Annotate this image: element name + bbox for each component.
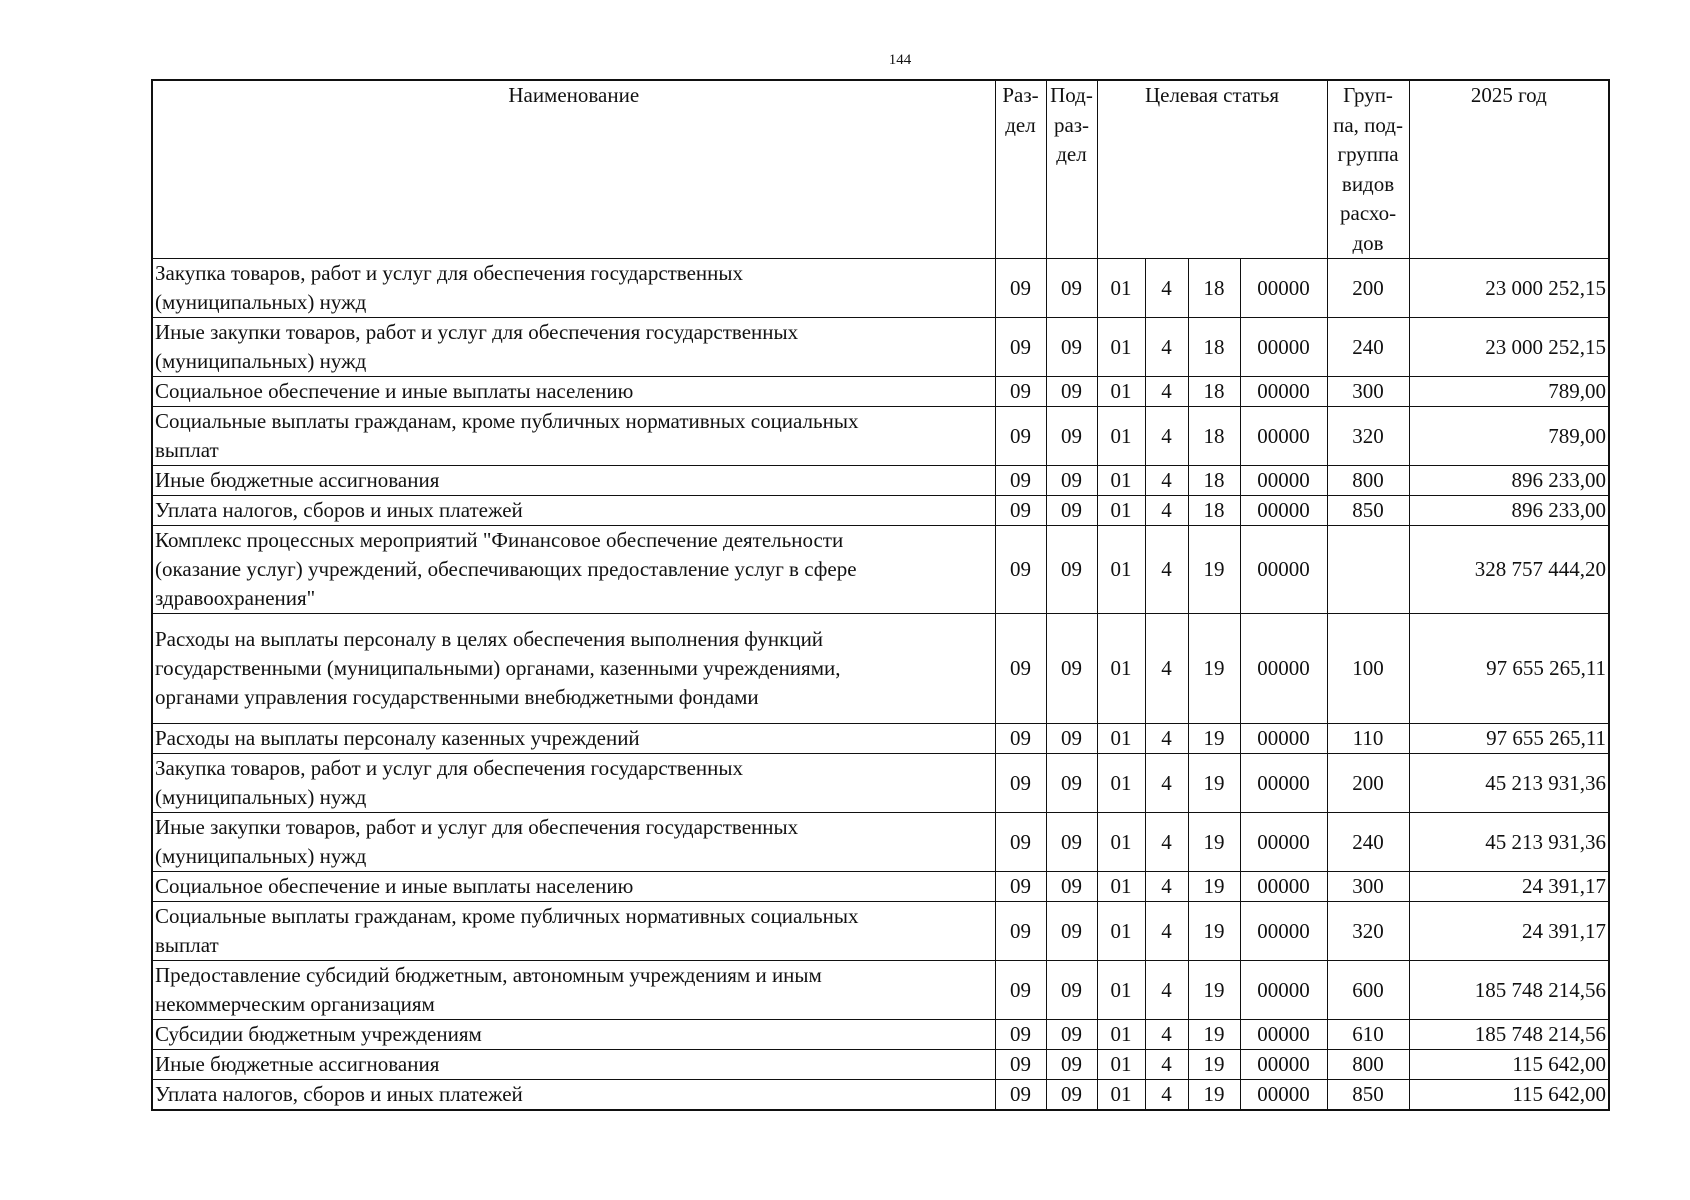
expense-group-cell: 200 bbox=[1327, 259, 1409, 318]
measure-cell: 19 bbox=[1188, 961, 1240, 1020]
section-cell: 09 bbox=[995, 614, 1046, 724]
section-cell: 09 bbox=[995, 724, 1046, 754]
subsection-cell: 09 bbox=[1046, 724, 1097, 754]
row-name-line: Комплекс процессных мероприятий "Финансовое обеспечение деятельности bbox=[155, 528, 844, 552]
expense-group-cell: 600 bbox=[1327, 961, 1409, 1020]
table-row bbox=[152, 902, 1609, 961]
subsection-cell: 09 bbox=[1046, 614, 1097, 724]
row-name-line: (оказание услуг) учреждений, обеспечивающих предоставление услуг в сфере bbox=[155, 557, 857, 581]
program-cell: 01 bbox=[1097, 1080, 1145, 1111]
expense-group-cell: 110 bbox=[1327, 724, 1409, 754]
header-expense-group-line: расхо- bbox=[1340, 201, 1397, 225]
direction-cell: 00000 bbox=[1240, 1020, 1327, 1050]
subsection-cell: 09 bbox=[1046, 407, 1097, 466]
row-name-line: Иные бюджетные ассигнования bbox=[155, 1052, 440, 1076]
subsection-cell: 09 bbox=[1046, 496, 1097, 526]
program-cell: 01 bbox=[1097, 1050, 1145, 1080]
row-name-line: Иные бюджетные ассигнования bbox=[155, 468, 440, 492]
row-name bbox=[152, 466, 995, 496]
header-expense-group-line: группа bbox=[1337, 142, 1399, 166]
program-cell: 01 bbox=[1097, 259, 1145, 318]
type-cell: 4 bbox=[1145, 1050, 1188, 1080]
row-name-line: Социальное обеспечение и иные выплаты населению bbox=[155, 379, 634, 403]
header-expense-group-line: Груп- bbox=[1343, 83, 1393, 107]
header-subsection-line: Под- bbox=[1050, 83, 1093, 107]
type-cell: 4 bbox=[1145, 259, 1188, 318]
measure-cell: 19 bbox=[1188, 1020, 1240, 1050]
row-name-line: Закупка товаров, работ и услуг для обеспечения государственных bbox=[155, 756, 744, 780]
amount-cell: 97 655 265,11 bbox=[1409, 614, 1609, 724]
expense-group-cell: 800 bbox=[1327, 1050, 1409, 1080]
measure-cell: 18 bbox=[1188, 496, 1240, 526]
section-cell: 09 bbox=[995, 466, 1046, 496]
program-cell: 01 bbox=[1097, 318, 1145, 377]
header-subsection bbox=[1046, 80, 1097, 259]
type-cell: 4 bbox=[1145, 1020, 1188, 1050]
subsection-cell: 09 bbox=[1046, 318, 1097, 377]
section-cell: 09 bbox=[995, 377, 1046, 407]
type-cell: 4 bbox=[1145, 813, 1188, 872]
table-row bbox=[152, 466, 1609, 496]
amount-cell: 45 213 931,36 bbox=[1409, 813, 1609, 872]
direction-cell: 00000 bbox=[1240, 526, 1327, 614]
table-row bbox=[152, 1050, 1609, 1080]
row-name-line: органами управления государственными внебюджетными фондами bbox=[155, 685, 759, 709]
header-expense-group-line: видов bbox=[1341, 171, 1395, 196]
section-cell: 09 bbox=[995, 902, 1046, 961]
expense-group-cell: 610 bbox=[1327, 1020, 1409, 1050]
expense-group-cell: 240 bbox=[1327, 813, 1409, 872]
table-row bbox=[152, 496, 1609, 526]
program-cell: 01 bbox=[1097, 724, 1145, 754]
section-cell: 09 bbox=[995, 1020, 1046, 1050]
type-cell: 4 bbox=[1145, 902, 1188, 961]
row-name-line: Закупка товаров, работ и услуг для обеспечения государственных bbox=[155, 261, 744, 285]
header-expense-group bbox=[1327, 80, 1409, 259]
expense-group-cell: 240 bbox=[1327, 318, 1409, 377]
amount-cell: 789,00 bbox=[1409, 407, 1609, 466]
header-subsection-line: раз- bbox=[1053, 112, 1090, 137]
measure-cell: 18 bbox=[1188, 377, 1240, 407]
row-name bbox=[152, 259, 995, 318]
section-cell: 09 bbox=[995, 407, 1046, 466]
amount-cell: 185 748 214,56 bbox=[1409, 1020, 1609, 1050]
expense-group-cell: 100 bbox=[1327, 614, 1409, 724]
section-cell: 09 bbox=[995, 1050, 1046, 1080]
subsection-cell: 09 bbox=[1046, 813, 1097, 872]
subsection-cell: 09 bbox=[1046, 377, 1097, 407]
row-name-line: Социальное обеспечение и иные выплаты населению bbox=[155, 874, 634, 898]
measure-cell: 19 bbox=[1188, 526, 1240, 614]
row-name-line: Расходы на выплаты персоналу в целях обеспечения выполнения функций bbox=[155, 627, 824, 651]
amount-cell: 24 391,17 bbox=[1409, 902, 1609, 961]
type-cell: 4 bbox=[1145, 466, 1188, 496]
row-name bbox=[152, 1020, 995, 1050]
measure-cell: 18 bbox=[1188, 259, 1240, 318]
program-cell: 01 bbox=[1097, 526, 1145, 614]
expense-group-cell: 200 bbox=[1327, 754, 1409, 813]
table-row bbox=[152, 1020, 1609, 1050]
measure-cell: 19 bbox=[1188, 614, 1240, 724]
section-cell: 09 bbox=[995, 259, 1046, 318]
measure-cell: 18 bbox=[1188, 466, 1240, 496]
expense-group-cell: 300 bbox=[1327, 377, 1409, 407]
row-name bbox=[152, 318, 995, 377]
type-cell: 4 bbox=[1145, 526, 1188, 614]
direction-cell: 00000 bbox=[1240, 377, 1327, 407]
program-cell: 01 bbox=[1097, 754, 1145, 813]
amount-cell: 328 757 444,20 bbox=[1409, 526, 1609, 614]
subsection-cell: 09 bbox=[1046, 466, 1097, 496]
direction-cell: 00000 bbox=[1240, 259, 1327, 318]
row-name bbox=[152, 1050, 995, 1080]
subsection-cell: 09 bbox=[1046, 1080, 1097, 1111]
measure-cell: 19 bbox=[1188, 813, 1240, 872]
subsection-cell: 09 bbox=[1046, 526, 1097, 614]
type-cell: 4 bbox=[1145, 407, 1188, 466]
row-name-line: Уплата налогов, сборов и иных платежей bbox=[155, 498, 523, 522]
table-row bbox=[152, 724, 1609, 754]
measure-cell: 19 bbox=[1188, 754, 1240, 813]
row-name-line: Иные закупки товаров, работ и услуг для обеспечения государственных bbox=[155, 320, 799, 344]
direction-cell: 00000 bbox=[1240, 902, 1327, 961]
program-cell: 01 bbox=[1097, 1020, 1145, 1050]
amount-cell: 97 655 265,11 bbox=[1409, 724, 1609, 754]
row-name bbox=[152, 496, 995, 526]
type-cell: 4 bbox=[1145, 496, 1188, 526]
type-cell: 4 bbox=[1145, 961, 1188, 1020]
header-target-article: Целевая статья bbox=[1097, 80, 1327, 259]
row-name-line: Субсидии бюджетным учреждениям bbox=[155, 1022, 482, 1046]
row-name-line: Уплата налогов, сборов и иных платежей bbox=[155, 1082, 523, 1106]
table-row bbox=[152, 407, 1609, 466]
program-cell: 01 bbox=[1097, 902, 1145, 961]
direction-cell: 00000 bbox=[1240, 466, 1327, 496]
section-cell: 09 bbox=[995, 1080, 1046, 1111]
header-expense-group-line: па, под- bbox=[1333, 112, 1403, 137]
table-row bbox=[152, 872, 1609, 902]
header-section bbox=[995, 80, 1046, 259]
row-name bbox=[152, 526, 995, 614]
amount-cell: 115 642,00 bbox=[1409, 1080, 1609, 1111]
table-row bbox=[152, 526, 1609, 614]
amount-cell: 45 213 931,36 bbox=[1409, 754, 1609, 813]
direction-cell: 00000 bbox=[1240, 724, 1327, 754]
amount-cell: 789,00 bbox=[1409, 377, 1609, 407]
measure-cell: 19 bbox=[1188, 872, 1240, 902]
program-cell: 01 bbox=[1097, 961, 1145, 1020]
row-name bbox=[152, 614, 995, 724]
row-name-line: (муниципальных) нужд bbox=[155, 349, 367, 373]
direction-cell: 00000 bbox=[1240, 1050, 1327, 1080]
direction-cell: 00000 bbox=[1240, 961, 1327, 1020]
row-name bbox=[152, 813, 995, 872]
row-name-line: государственными (муниципальными) органами, казенными учреждениями, bbox=[155, 656, 841, 680]
header-section-line: Раз- bbox=[1002, 83, 1039, 107]
row-name-line: выплат bbox=[155, 438, 219, 462]
program-cell: 01 bbox=[1097, 496, 1145, 526]
row-name-line: Социальные выплаты гражданам, кроме публичных нормативных социальных bbox=[155, 904, 859, 928]
subsection-cell: 09 bbox=[1046, 902, 1097, 961]
header-expense-group-line: дов bbox=[1352, 230, 1384, 255]
expense-group-cell: 850 bbox=[1327, 1080, 1409, 1111]
page-number: 144 bbox=[888, 52, 912, 68]
program-cell: 01 bbox=[1097, 407, 1145, 466]
row-name-line: здравоохранения" bbox=[155, 586, 316, 610]
expense-group-cell: 300 bbox=[1327, 872, 1409, 902]
table-row bbox=[152, 614, 1609, 724]
section-cell: 09 bbox=[995, 526, 1046, 614]
program-cell: 01 bbox=[1097, 813, 1145, 872]
expense-group-cell: 850 bbox=[1327, 496, 1409, 526]
row-name bbox=[152, 754, 995, 813]
row-name-line: (муниципальных) нужд bbox=[155, 785, 367, 809]
subsection-cell: 09 bbox=[1046, 754, 1097, 813]
type-cell: 4 bbox=[1145, 1080, 1188, 1111]
header-subsection-line: дел bbox=[1056, 142, 1087, 166]
subsection-cell: 09 bbox=[1046, 1020, 1097, 1050]
section-cell: 09 bbox=[995, 318, 1046, 377]
amount-cell: 185 748 214,56 bbox=[1409, 961, 1609, 1020]
type-cell: 4 bbox=[1145, 614, 1188, 724]
program-cell: 01 bbox=[1097, 466, 1145, 496]
direction-cell: 00000 bbox=[1240, 1080, 1327, 1111]
direction-cell: 00000 bbox=[1240, 813, 1327, 872]
row-name bbox=[152, 902, 995, 961]
row-name bbox=[152, 377, 995, 407]
direction-cell: 00000 bbox=[1240, 407, 1327, 466]
section-cell: 09 bbox=[995, 754, 1046, 813]
subsection-cell: 09 bbox=[1046, 961, 1097, 1020]
type-cell: 4 bbox=[1145, 318, 1188, 377]
direction-cell: 00000 bbox=[1240, 754, 1327, 813]
measure-cell: 18 bbox=[1188, 407, 1240, 466]
amount-cell: 23 000 252,15 bbox=[1409, 259, 1609, 318]
row-name-line: выплат bbox=[155, 933, 219, 957]
measure-cell: 18 bbox=[1188, 318, 1240, 377]
row-name bbox=[152, 407, 995, 466]
direction-cell: 00000 bbox=[1240, 318, 1327, 377]
expense-group-cell: 800 bbox=[1327, 466, 1409, 496]
program-cell: 01 bbox=[1097, 872, 1145, 902]
expense-group-cell: 320 bbox=[1327, 902, 1409, 961]
measure-cell: 19 bbox=[1188, 724, 1240, 754]
section-cell: 09 bbox=[995, 872, 1046, 902]
amount-cell: 896 233,00 bbox=[1409, 466, 1609, 496]
row-name bbox=[152, 961, 995, 1020]
measure-cell: 19 bbox=[1188, 1050, 1240, 1080]
type-cell: 4 bbox=[1145, 377, 1188, 407]
row-name-line: Иные закупки товаров, работ и услуг для обеспечения государственных bbox=[155, 815, 799, 839]
row-name-line: (муниципальных) нужд bbox=[155, 844, 367, 868]
table-row bbox=[152, 318, 1609, 377]
subsection-cell: 09 bbox=[1046, 1050, 1097, 1080]
section-cell: 09 bbox=[995, 961, 1046, 1020]
table-row bbox=[152, 754, 1609, 813]
section-cell: 09 bbox=[995, 496, 1046, 526]
amount-cell: 115 642,00 bbox=[1409, 1050, 1609, 1080]
amount-cell: 23 000 252,15 bbox=[1409, 318, 1609, 377]
program-cell: 01 bbox=[1097, 377, 1145, 407]
row-name bbox=[152, 1080, 995, 1111]
measure-cell: 19 bbox=[1188, 1080, 1240, 1111]
amount-cell: 24 391,17 bbox=[1409, 872, 1609, 902]
section-cell: 09 bbox=[995, 813, 1046, 872]
type-cell: 4 bbox=[1145, 754, 1188, 813]
table-row bbox=[152, 1080, 1609, 1111]
row-name bbox=[152, 724, 995, 754]
expense-group-cell: 320 bbox=[1327, 407, 1409, 466]
amount-cell: 896 233,00 bbox=[1409, 496, 1609, 526]
row-name-line: Предоставление субсидий бюджетным, автономным учреждениям и иным bbox=[155, 963, 822, 987]
type-cell: 4 bbox=[1145, 724, 1188, 754]
row-name-line: (муниципальных) нужд bbox=[155, 290, 367, 314]
header-name: Наименование bbox=[152, 80, 995, 259]
measure-cell: 19 bbox=[1188, 902, 1240, 961]
header-row bbox=[152, 80, 1609, 259]
direction-cell: 00000 bbox=[1240, 614, 1327, 724]
row-name-line: некоммерческим организациям bbox=[155, 992, 435, 1016]
row-name-line: Социальные выплаты гражданам, кроме публичных нормативных социальных bbox=[155, 409, 859, 433]
budget-table bbox=[151, 79, 1610, 1111]
table-row bbox=[152, 377, 1609, 407]
direction-cell: 00000 bbox=[1240, 872, 1327, 902]
table-row bbox=[152, 961, 1609, 1020]
header-section-line: дел bbox=[1005, 112, 1036, 137]
subsection-cell: 09 bbox=[1046, 872, 1097, 902]
expense-group-cell bbox=[1327, 526, 1409, 614]
table-row bbox=[152, 259, 1609, 318]
direction-cell: 00000 bbox=[1240, 496, 1327, 526]
type-cell: 4 bbox=[1145, 872, 1188, 902]
row-name bbox=[152, 872, 995, 902]
subsection-cell: 09 bbox=[1046, 259, 1097, 318]
program-cell: 01 bbox=[1097, 614, 1145, 724]
row-name-line: Расходы на выплаты персоналу казенных учреждений bbox=[155, 726, 640, 750]
table-row bbox=[152, 813, 1609, 872]
table-body bbox=[152, 259, 1609, 1111]
header-year: 2025 год bbox=[1409, 80, 1609, 259]
